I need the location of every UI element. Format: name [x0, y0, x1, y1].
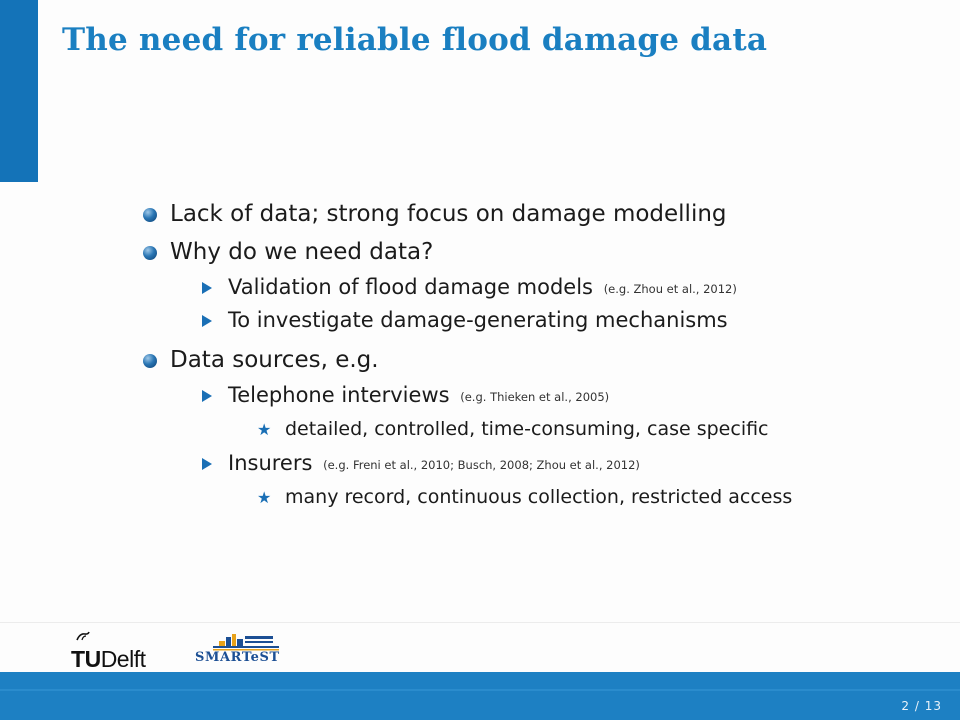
tudelft-flame-icon	[76, 631, 90, 641]
sub-bullet-item	[140, 447, 900, 480]
citation: (e.g. Thieken et al., 2005)	[460, 390, 610, 404]
star-bullet-icon: ★	[257, 420, 272, 439]
tudelft-logo	[68, 635, 168, 671]
sub-sub-bullet-text: detailed, controlled, time-consuming, case specific	[285, 418, 769, 440]
bullet-ball-icon	[143, 208, 157, 222]
bullet-ball-icon	[143, 354, 157, 368]
sub-sub-bullet-text: many record, continuous collection, restricted access	[285, 486, 793, 508]
sub-bullet-item	[140, 304, 900, 337]
sub-bullet-text: Insurers	[228, 451, 313, 475]
bullet-text: Data sources, e.g.	[170, 347, 379, 373]
star-bullet-icon: ★	[257, 488, 272, 507]
citation: (e.g. Zhou et al., 2012)	[603, 282, 737, 296]
smartest-wordmark: SMARTeST	[195, 650, 280, 665]
bullet-list	[140, 195, 900, 515]
footer-band-line	[0, 689, 960, 691]
bullet-item	[140, 195, 900, 233]
citation: (e.g. Freni et al., 2010; Busch, 2008; Zhou et al., 2012)	[323, 458, 640, 472]
sub-bullet-text: To investigate damage-generating mechanisms	[228, 308, 728, 332]
sub-bullet-item	[140, 271, 900, 304]
triangle-bullet-icon	[202, 315, 212, 327]
sub-sub-bullet-item	[140, 480, 900, 515]
triangle-bullet-icon	[202, 390, 212, 402]
footer-divider	[0, 622, 960, 623]
bullet-text: Lack of data; strong focus on damage modelling	[170, 201, 727, 227]
slide-title: The need for reliable flood damage data	[62, 22, 768, 58]
footer-band	[0, 672, 960, 720]
sub-bullet-text: Telephone interviews	[228, 383, 450, 407]
page-number: 2 / 13	[901, 699, 942, 713]
bullet-item	[140, 233, 900, 271]
smartest-logo	[193, 632, 303, 670]
bullet-item	[140, 341, 900, 379]
sub-bullet-text: Validation of flood damage models	[228, 275, 593, 299]
tudelft-wordmark: TUDelft	[71, 646, 146, 672]
sub-sub-bullet-item	[140, 412, 900, 447]
bullet-ball-icon	[143, 246, 157, 260]
triangle-bullet-icon	[202, 458, 212, 470]
sub-bullet-item	[140, 379, 900, 412]
triangle-bullet-icon	[202, 282, 212, 294]
accent-bar	[0, 0, 38, 182]
bullet-text: Why do we need data?	[170, 239, 434, 265]
smartest-skyline-icon	[213, 632, 279, 652]
